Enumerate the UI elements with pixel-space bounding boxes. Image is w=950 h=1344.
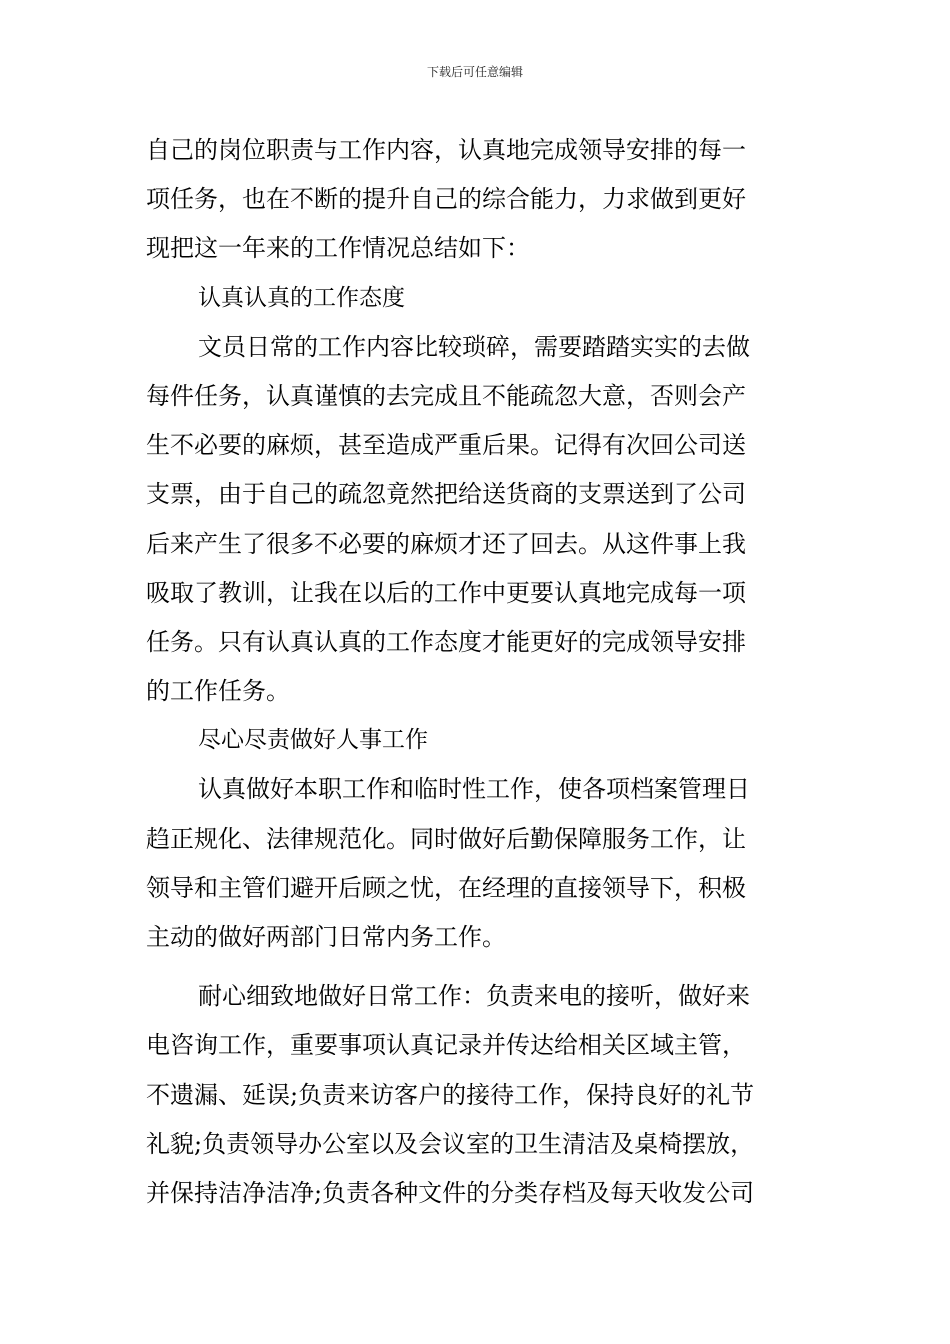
paragraph-line: 生不必要的麻烦，甚至造成严重后果。记得有次回公司送 bbox=[146, 431, 746, 460]
page-header: 下载后可任意编辑 bbox=[426, 65, 523, 79]
paragraph-line: 并保持洁净洁净;负责各种文件的分类存档及每天收发公司 bbox=[146, 1178, 755, 1207]
paragraph-line: 现把这一年来的工作情况总结如下： bbox=[146, 234, 530, 263]
paragraph-line: 文员日常的工作内容比较琐碎，需要踏踏实实的去做 bbox=[198, 332, 750, 361]
document-body bbox=[146, 126, 808, 1218]
paragraph-line: 任务。只有认真认真的工作态度才能更好的完成领导安排 bbox=[146, 627, 746, 656]
paragraph-line: 每件任务，认真谨慎的去完成且不能疏忽大意，否则会产 bbox=[146, 381, 746, 410]
section-heading: 尽心尽责做好人事工作 bbox=[198, 727, 428, 754]
section-heading: 认真认真的工作态度 bbox=[198, 284, 405, 311]
paragraph-line: 项任务，也在不断的提升自己的综合能力，力求做到更好 bbox=[146, 185, 746, 214]
paragraph-line: 后来产生了很多不必要的麻烦才还了回去。从这件事上我 bbox=[146, 529, 746, 558]
paragraph-line: 支票，由于自己的疏忽竟然把给送货商的支票送到了公司 bbox=[146, 480, 746, 509]
paragraph-line: 自己的岗位职责与工作内容，认真地完成领导安排的每一 bbox=[146, 136, 746, 164]
paragraph-line: 不遗漏、延误;负责来访客户的接待工作，保持良好的礼节 bbox=[146, 1080, 755, 1109]
paragraph-line: 吸取了教训，让我在以后的工作中更要认真地完成每一项 bbox=[146, 578, 746, 607]
paragraph-line: 主动的做好两部门日常内务工作。 bbox=[146, 923, 506, 951]
paragraph-line: 趋正规化、法律规范化。同时做好后勤保障服务工作，让 bbox=[146, 824, 746, 853]
paragraph-line: 认真做好本职工作和临时性工作，使各项档案管理日 bbox=[198, 775, 750, 804]
paragraph-line: 领导和主管们避开后顾之忧，在经理的直接领导下，积极 bbox=[146, 873, 746, 902]
paragraph-line: 电咨询工作，重要事项认真记录并传达给相关区域主管， bbox=[146, 1031, 746, 1060]
paragraph-line: 礼貌;负责领导办公室以及会议室的卫生清洁及桌椅摆放， bbox=[146, 1129, 755, 1158]
paragraph-line: 耐心细致地做好日常工作：负责来电的接听，做好来 bbox=[198, 982, 750, 1011]
paragraph-line: 的工作任务。 bbox=[146, 677, 290, 706]
